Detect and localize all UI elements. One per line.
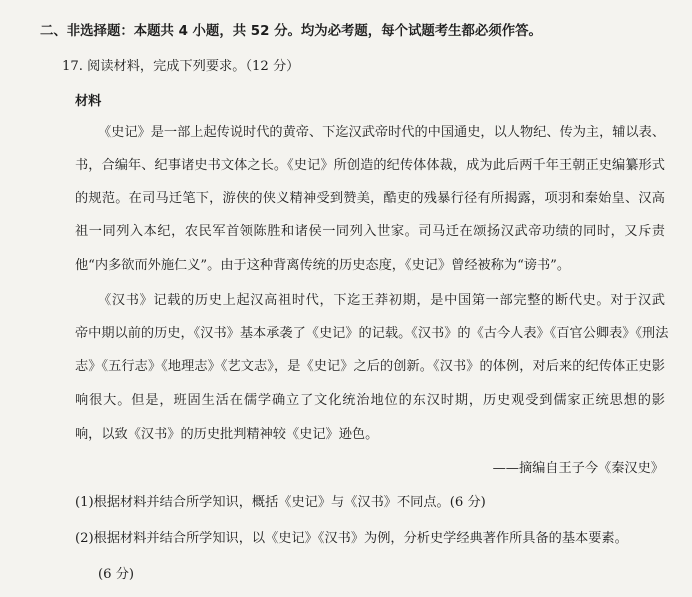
sub-question-2: (2)根据材料并结合所学知识，以《史记》《汉书》为例，分析史学经典著作所具备的基本要素。 [75,531,628,546]
material-label: 材料 [75,94,102,109]
section-header: 二、非选择题：本题共 4 小题，共 52 分。均为必考题，每个试题考生都必须作答。 [40,24,542,39]
source-citation: ——摘编自王子今《秦汉史》 [492,461,664,476]
sub-question-1: (1)根据材料并结合所学知识，概括《史记》与《汉书》不同点。(6 分) [75,495,486,510]
paragraph2-line-5: 响，以致《汉书》的历史批判精神较《史记》逊色。 [75,427,379,442]
paragraph1-line-1: 《史记》是一部上起传说时代的黄帝、下迄汉武帝时代的中国通史，以人物纪、传为主，辅以表、 [98,125,666,140]
paragraph1-line-5: 他“内多欲而外施仁义”。由于这种背离传统的历史态度，《史记》曾经被称为“谤书”。 [75,258,571,273]
paragraph1-line-4: 祖一同列入本纪，农民军首领陈胜和诸侯一同列入世家。司马迁在颂扬汉武帝功绩的同时，又斥责 [75,224,665,239]
paragraph1-line-3: 的规范。在司马迁笔下，游侠的侠义精神受到赞美，酷吏的残暴行径有所揭露，项羽和秦始皇、汉高 [75,191,665,206]
paragraph2-line-4: 响很大。但是，班固生活在儒学确立了文化统治地位的东汉时期，历史观受到儒家正统思想的影 [75,393,665,408]
paragraph1-line-2: 书，合编年、纪事诸史书文体之长。《史记》所创造的纪传体体裁，成为此后两千年王朝正史编纂形式 [75,158,665,173]
paragraph2-line-1: 《汉书》记载的历史上起汉高祖时代，下迄王莽初期，是中国第一部完整的断代史。对于汉武 [98,293,665,308]
question-title: 17. 阅读材料，完成下列要求。（12 分） [62,59,300,74]
paragraph2-line-3: 志》《五行志》《地理志》《艺文志》，是《史记》之后的创新。《汉书》的体例，对后来的纪传体正史影 [75,359,665,374]
paragraph2-line-2: 帝中期以前的历史，《汉书》基本承袭了《史记》的记载。《汉书》的《古今人表》《百官公卿表》《刑法 [75,326,669,341]
sub-question-2-points: (6 分) [98,567,135,582]
